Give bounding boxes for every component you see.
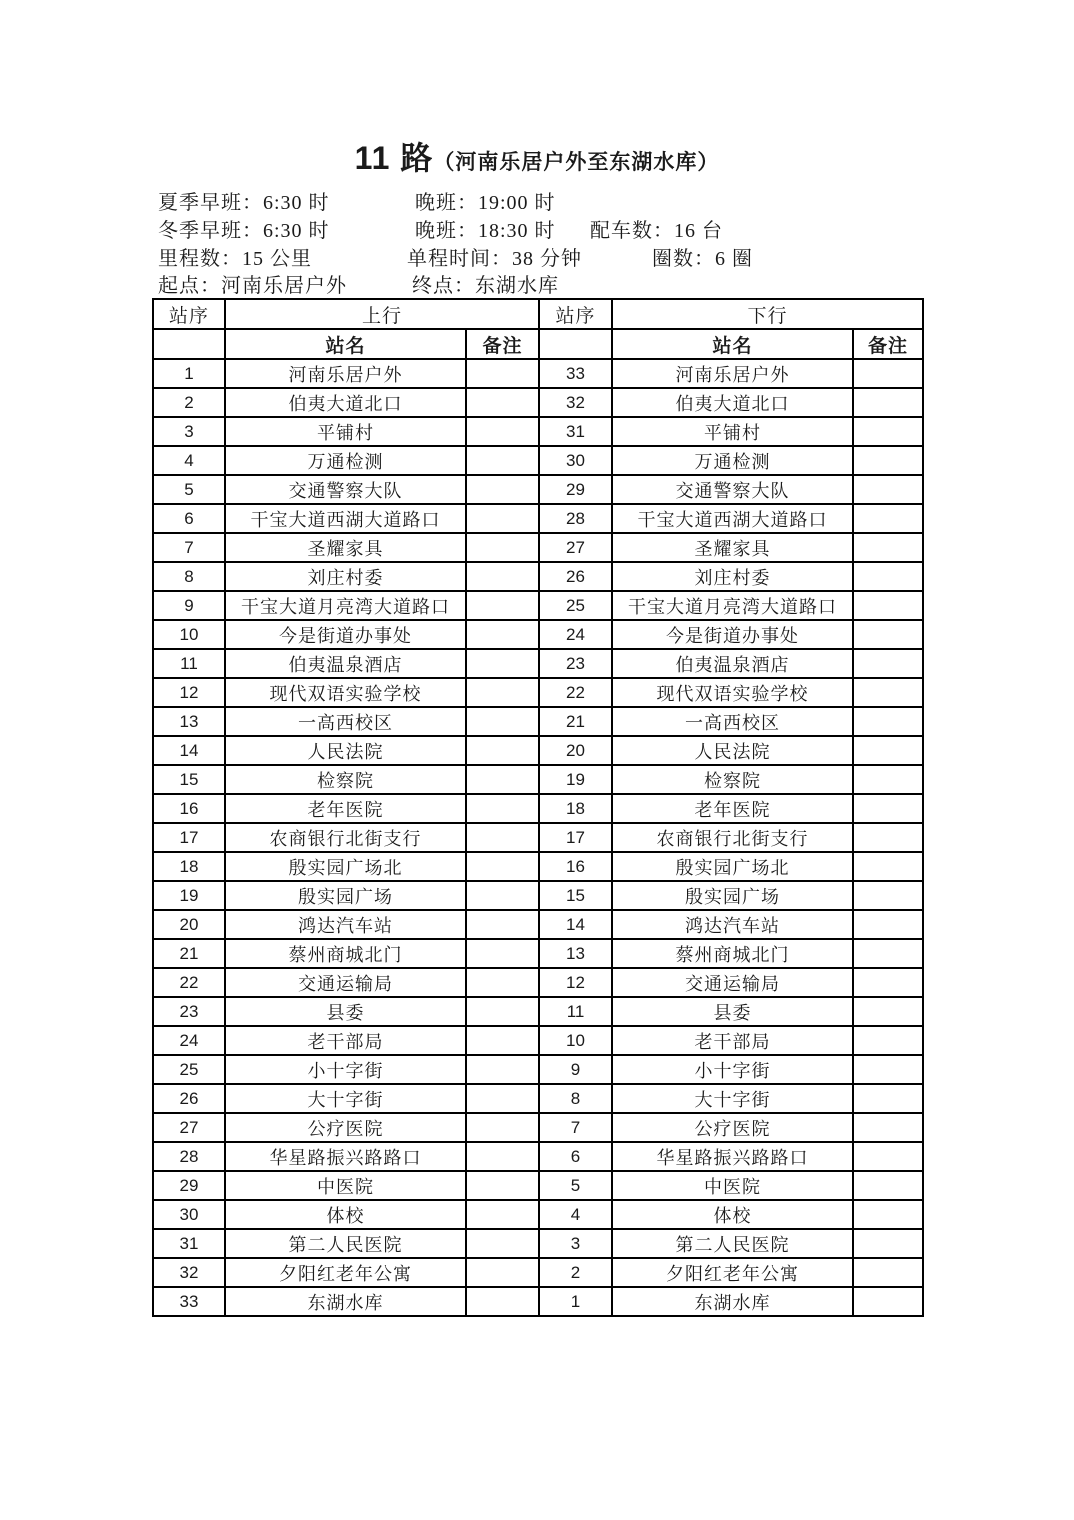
down-station-name-cell: 农商银行北街支行 — [612, 823, 853, 852]
down-station-name-cell: 中医院 — [612, 1171, 853, 1200]
up-station-name-cell: 干宝大道西湖大道路口 — [225, 504, 466, 533]
down-station-name-cell: 殷实园广场北 — [612, 852, 853, 881]
down-station-order-cell: 21 — [539, 707, 612, 736]
summer-first-bus: 夏季早班：6:30 时 — [158, 192, 330, 214]
up-station-order-cell: 14 — [153, 736, 225, 765]
down-station-order-cell: 10 — [539, 1026, 612, 1055]
up-station-order-cell: 32 — [153, 1258, 225, 1287]
up-station-name-cell: 干宝大道月亮湾大道路口 — [225, 591, 466, 620]
up-station-name-cell: 老年医院 — [225, 794, 466, 823]
up-remark-cell — [466, 1287, 539, 1316]
down-station-order-cell: 17 — [539, 823, 612, 852]
up-station-name-cell: 万通检测 — [225, 446, 466, 475]
down-station-order-cell: 20 — [539, 736, 612, 765]
down-station-order-cell: 28 — [539, 504, 612, 533]
down-remark-cell — [853, 736, 923, 765]
station-row — [153, 591, 923, 620]
down-station-order-cell: 18 — [539, 794, 612, 823]
up-remark-cell — [466, 1026, 539, 1055]
station-row — [153, 1229, 923, 1258]
station-row — [153, 388, 923, 417]
down-station-name-cell: 华星路振兴路路口 — [612, 1142, 853, 1171]
down-remark-cell — [853, 1084, 923, 1113]
up-remark-cell — [466, 388, 539, 417]
down-remark-cell — [853, 504, 923, 533]
down-station-name-cell: 夕阳红老年公寓 — [612, 1258, 853, 1287]
up-remark-cell — [466, 1084, 539, 1113]
up-station-order-cell: 16 — [153, 794, 225, 823]
up-station-name-cell: 检察院 — [225, 765, 466, 794]
down-station-order-cell: 5 — [539, 1171, 612, 1200]
up-station-name-cell: 小十字街 — [225, 1055, 466, 1084]
down-station-name-cell: 现代双语实验学校 — [612, 678, 853, 707]
table-header-row-direction — [153, 299, 923, 329]
up-station-name-cell: 农商银行北街支行 — [225, 823, 466, 852]
down-station-order-cell: 8 — [539, 1084, 612, 1113]
down-remark-cell — [853, 1142, 923, 1171]
up-station-name-cell: 伯夷大道北口 — [225, 388, 466, 417]
down-remark-cell — [853, 620, 923, 649]
down-station-order-cell: 9 — [539, 1055, 612, 1084]
down-station-name-cell: 交通警察大队 — [612, 475, 853, 504]
up-station-order-cell: 20 — [153, 910, 225, 939]
down-station-order-cell: 23 — [539, 649, 612, 678]
down-station-name-cell: 第二人民医院 — [612, 1229, 853, 1258]
down-station-name-cell: 刘庄村委 — [612, 562, 853, 591]
up-remark-cell — [466, 678, 539, 707]
up-station-order-cell: 8 — [153, 562, 225, 591]
up-remark-cell — [466, 533, 539, 562]
down-remark-cell — [853, 707, 923, 736]
winter-first-bus: 冬季早班：6:30 时 — [158, 220, 330, 242]
down-station-name-header: 站名 — [612, 329, 853, 359]
up-remark-cell — [466, 1200, 539, 1229]
down-station-name-cell: 圣耀家具 — [612, 533, 853, 562]
station-row — [153, 1287, 923, 1316]
winter-last-bus: 晚班：18:30 时 — [415, 220, 556, 242]
up-station-name-cell: 刘庄村委 — [225, 562, 466, 591]
up-station-order-cell: 13 — [153, 707, 225, 736]
station-row — [153, 1026, 923, 1055]
station-row — [153, 1113, 923, 1142]
down-remark-cell — [853, 1026, 923, 1055]
station-row — [153, 881, 923, 910]
down-remark-cell — [853, 997, 923, 1026]
down-station-order-cell: 26 — [539, 562, 612, 591]
down-remark-cell — [853, 533, 923, 562]
down-station-name-cell: 交通运输局 — [612, 968, 853, 997]
up-station-order-cell: 27 — [153, 1113, 225, 1142]
down-station-name-cell: 小十字街 — [612, 1055, 853, 1084]
station-row — [153, 823, 923, 852]
up-remark-cell — [466, 910, 539, 939]
up-station-order-cell: 5 — [153, 475, 225, 504]
station-row — [153, 707, 923, 736]
station-row — [153, 765, 923, 794]
station-row — [153, 794, 923, 823]
down-remark-cell — [853, 591, 923, 620]
up-station-name-cell: 夕阳红老年公寓 — [225, 1258, 466, 1287]
up-station-name-cell: 老干部局 — [225, 1026, 466, 1055]
down-remark-cell — [853, 562, 923, 591]
station-row — [153, 939, 923, 968]
station-row — [153, 736, 923, 765]
up-remark-cell — [466, 997, 539, 1026]
down-remark-cell — [853, 475, 923, 504]
station-row — [153, 533, 923, 562]
down-station-order-cell: 15 — [539, 881, 612, 910]
down-station-name-cell: 伯夷温泉酒店 — [612, 649, 853, 678]
down-station-order-cell: 30 — [539, 446, 612, 475]
down-station-name-cell: 平铺村 — [612, 417, 853, 446]
up-station-order-cell: 30 — [153, 1200, 225, 1229]
down-station-order-cell: 24 — [539, 620, 612, 649]
down-remark-cell — [853, 968, 923, 997]
down-remark-cell — [853, 417, 923, 446]
down-station-name-cell: 今是街道办事处 — [612, 620, 853, 649]
down-station-order-cell: 31 — [539, 417, 612, 446]
down-remark-cell — [853, 765, 923, 794]
mileage: 里程数：15 公里 — [158, 248, 312, 270]
up-remark-cell — [466, 823, 539, 852]
up-station-order-cell: 18 — [153, 852, 225, 881]
up-station-name-cell: 中医院 — [225, 1171, 466, 1200]
up-station-name-cell: 鸿达汽车站 — [225, 910, 466, 939]
up-remark-cell — [466, 1171, 539, 1200]
route-table-body — [153, 359, 923, 1316]
up-station-name-cell: 今是街道办事处 — [225, 620, 466, 649]
up-station-order-cell: 3 — [153, 417, 225, 446]
down-remark-cell — [853, 910, 923, 939]
down-remark-cell — [853, 1229, 923, 1258]
down-remark-cell — [853, 1258, 923, 1287]
one-way-time: 单程时间：38 分钟 — [407, 248, 582, 270]
route-number-title: 11 路 — [354, 140, 434, 176]
up-station-name-cell: 蔡州商城北门 — [225, 939, 466, 968]
up-station-name-cell: 交通警察大队 — [225, 475, 466, 504]
down-remark-cell — [853, 1200, 923, 1229]
down-remark-header: 备注 — [853, 329, 923, 359]
up-remark-cell — [466, 736, 539, 765]
up-remark-cell — [466, 562, 539, 591]
down-order-spacer-cell — [539, 329, 612, 359]
station-row — [153, 852, 923, 881]
station-row — [153, 1200, 923, 1229]
station-row — [153, 446, 923, 475]
terminus-station: 终点：东湖水库 — [412, 275, 559, 297]
up-station-order-cell: 25 — [153, 1055, 225, 1084]
down-remark-cell — [853, 881, 923, 910]
origin-station: 起点：河南乐居户外 — [158, 275, 347, 297]
up-remark-cell — [466, 475, 539, 504]
station-row — [153, 1084, 923, 1113]
down-station-name-cell: 体校 — [612, 1200, 853, 1229]
up-station-name-cell: 殷实园广场北 — [225, 852, 466, 881]
up-remark-cell — [466, 1258, 539, 1287]
up-station-name-header: 站名 — [225, 329, 466, 359]
down-remark-cell — [853, 1287, 923, 1316]
down-remark-cell — [853, 939, 923, 968]
up-station-order-cell: 19 — [153, 881, 225, 910]
down-remark-cell — [853, 649, 923, 678]
up-station-order-cell: 23 — [153, 997, 225, 1026]
down-station-name-cell: 鸿达汽车站 — [612, 910, 853, 939]
down-station-name-cell: 东湖水库 — [612, 1287, 853, 1316]
up-station-order-cell: 28 — [153, 1142, 225, 1171]
up-station-name-cell: 一高西校区 — [225, 707, 466, 736]
up-station-order-cell: 33 — [153, 1287, 225, 1316]
up-station-name-cell: 华星路振兴路路口 — [225, 1142, 466, 1171]
down-station-order-cell: 22 — [539, 678, 612, 707]
up-remark-cell — [466, 968, 539, 997]
up-remark-cell — [466, 852, 539, 881]
down-station-order-cell: 7 — [539, 1113, 612, 1142]
station-row — [153, 1258, 923, 1287]
down-station-order-cell: 33 — [539, 359, 612, 388]
up-station-name-cell: 伯夷温泉酒店 — [225, 649, 466, 678]
up-station-order-cell: 4 — [153, 446, 225, 475]
up-remark-cell — [466, 649, 539, 678]
down-station-name-cell: 公疗医院 — [612, 1113, 853, 1142]
station-row — [153, 649, 923, 678]
down-remark-cell — [853, 1171, 923, 1200]
down-remark-cell — [853, 794, 923, 823]
up-station-name-cell: 河南乐居户外 — [225, 359, 466, 388]
summer-last-bus: 晚班：19:00 时 — [415, 192, 556, 214]
down-station-order-cell: 16 — [539, 852, 612, 881]
up-station-name-cell: 第二人民医院 — [225, 1229, 466, 1258]
down-station-name-cell: 干宝大道西湖大道路口 — [612, 504, 853, 533]
up-station-order-cell: 2 — [153, 388, 225, 417]
up-remark-cell — [466, 1142, 539, 1171]
up-remark-header: 备注 — [466, 329, 539, 359]
up-remark-cell — [466, 707, 539, 736]
up-station-name-cell: 东湖水库 — [225, 1287, 466, 1316]
up-remark-cell — [466, 504, 539, 533]
down-station-name-cell: 人民法院 — [612, 736, 853, 765]
up-station-order-cell: 17 — [153, 823, 225, 852]
down-station-order-cell: 12 — [539, 968, 612, 997]
down-station-order-header: 站序 — [539, 299, 612, 329]
down-station-order-cell: 11 — [539, 997, 612, 1026]
station-row — [153, 504, 923, 533]
down-station-name-cell: 伯夷大道北口 — [612, 388, 853, 417]
up-remark-cell — [466, 765, 539, 794]
up-remark-cell — [466, 417, 539, 446]
down-remark-cell — [853, 852, 923, 881]
down-station-order-cell: 14 — [539, 910, 612, 939]
up-station-name-cell: 殷实园广场 — [225, 881, 466, 910]
down-station-name-cell: 大十字街 — [612, 1084, 853, 1113]
down-station-name-cell: 蔡州商城北门 — [612, 939, 853, 968]
down-remark-cell — [853, 446, 923, 475]
up-station-order-cell: 31 — [153, 1229, 225, 1258]
up-direction-header: 上行 — [225, 299, 539, 329]
up-remark-cell — [466, 1229, 539, 1258]
route-table — [152, 298, 924, 1317]
station-row — [153, 1055, 923, 1084]
up-station-name-cell: 大十字街 — [225, 1084, 466, 1113]
down-station-order-cell: 13 — [539, 939, 612, 968]
up-station-name-cell: 体校 — [225, 1200, 466, 1229]
up-station-order-cell: 10 — [153, 620, 225, 649]
down-remark-cell — [853, 678, 923, 707]
route-endpoints-subtitle: （河南乐居户外至东湖水库） — [433, 150, 720, 174]
down-station-order-cell: 19 — [539, 765, 612, 794]
station-row — [153, 475, 923, 504]
up-station-order-cell: 1 — [153, 359, 225, 388]
station-row — [153, 968, 923, 997]
down-station-name-cell: 检察院 — [612, 765, 853, 794]
up-station-name-cell: 圣耀家具 — [225, 533, 466, 562]
up-remark-cell — [466, 446, 539, 475]
up-station-order-cell: 9 — [153, 591, 225, 620]
fleet-count: 配车数：16 台 — [590, 220, 723, 242]
up-remark-cell — [466, 1113, 539, 1142]
up-remark-cell — [466, 591, 539, 620]
up-remark-cell — [466, 359, 539, 388]
up-remark-cell — [466, 620, 539, 649]
station-row — [153, 620, 923, 649]
down-station-name-cell: 河南乐居户外 — [612, 359, 853, 388]
down-remark-cell — [853, 1055, 923, 1084]
up-remark-cell — [466, 794, 539, 823]
down-station-order-cell: 2 — [539, 1258, 612, 1287]
up-station-order-header: 站序 — [153, 299, 225, 329]
up-station-order-cell: 29 — [153, 1171, 225, 1200]
up-order-spacer-cell — [153, 329, 225, 359]
up-station-name-cell: 现代双语实验学校 — [225, 678, 466, 707]
station-row — [153, 1142, 923, 1171]
down-station-name-cell: 老年医院 — [612, 794, 853, 823]
table-header-row-columns — [153, 329, 923, 359]
up-station-order-cell: 21 — [153, 939, 225, 968]
down-station-name-cell: 一高西校区 — [612, 707, 853, 736]
up-station-order-cell: 11 — [153, 649, 225, 678]
down-station-order-cell: 3 — [539, 1229, 612, 1258]
down-remark-cell — [853, 823, 923, 852]
up-station-order-cell: 15 — [153, 765, 225, 794]
station-row — [153, 359, 923, 388]
down-station-name-cell: 万通检测 — [612, 446, 853, 475]
down-station-order-cell: 4 — [539, 1200, 612, 1229]
up-station-name-cell: 人民法院 — [225, 736, 466, 765]
station-row — [153, 997, 923, 1026]
down-station-order-cell: 32 — [539, 388, 612, 417]
page-title — [0, 133, 1074, 179]
down-station-order-cell: 25 — [539, 591, 612, 620]
station-row — [153, 562, 923, 591]
up-station-name-cell: 县委 — [225, 997, 466, 1026]
up-station-order-cell: 6 — [153, 504, 225, 533]
down-station-name-cell: 殷实园广场 — [612, 881, 853, 910]
up-station-order-cell: 24 — [153, 1026, 225, 1055]
up-remark-cell — [466, 881, 539, 910]
loop-count: 圈数：6 圈 — [652, 248, 753, 270]
up-station-order-cell: 26 — [153, 1084, 225, 1113]
down-station-order-cell: 6 — [539, 1142, 612, 1171]
down-station-order-cell: 1 — [539, 1287, 612, 1316]
down-station-order-cell: 29 — [539, 475, 612, 504]
station-row — [153, 678, 923, 707]
up-remark-cell — [466, 939, 539, 968]
up-station-name-cell: 公疗医院 — [225, 1113, 466, 1142]
station-row — [153, 910, 923, 939]
down-remark-cell — [853, 1113, 923, 1142]
down-direction-header: 下行 — [612, 299, 923, 329]
up-station-name-cell: 平铺村 — [225, 417, 466, 446]
up-station-order-cell: 22 — [153, 968, 225, 997]
down-station-order-cell: 27 — [539, 533, 612, 562]
down-remark-cell — [853, 388, 923, 417]
down-station-name-cell: 老干部局 — [612, 1026, 853, 1055]
up-station-order-cell: 12 — [153, 678, 225, 707]
down-station-name-cell: 县委 — [612, 997, 853, 1026]
down-station-name-cell: 干宝大道月亮湾大道路口 — [612, 591, 853, 620]
up-station-order-cell: 7 — [153, 533, 225, 562]
station-row — [153, 1171, 923, 1200]
station-row — [153, 417, 923, 446]
down-remark-cell — [853, 359, 923, 388]
up-station-name-cell: 交通运输局 — [225, 968, 466, 997]
up-remark-cell — [466, 1055, 539, 1084]
